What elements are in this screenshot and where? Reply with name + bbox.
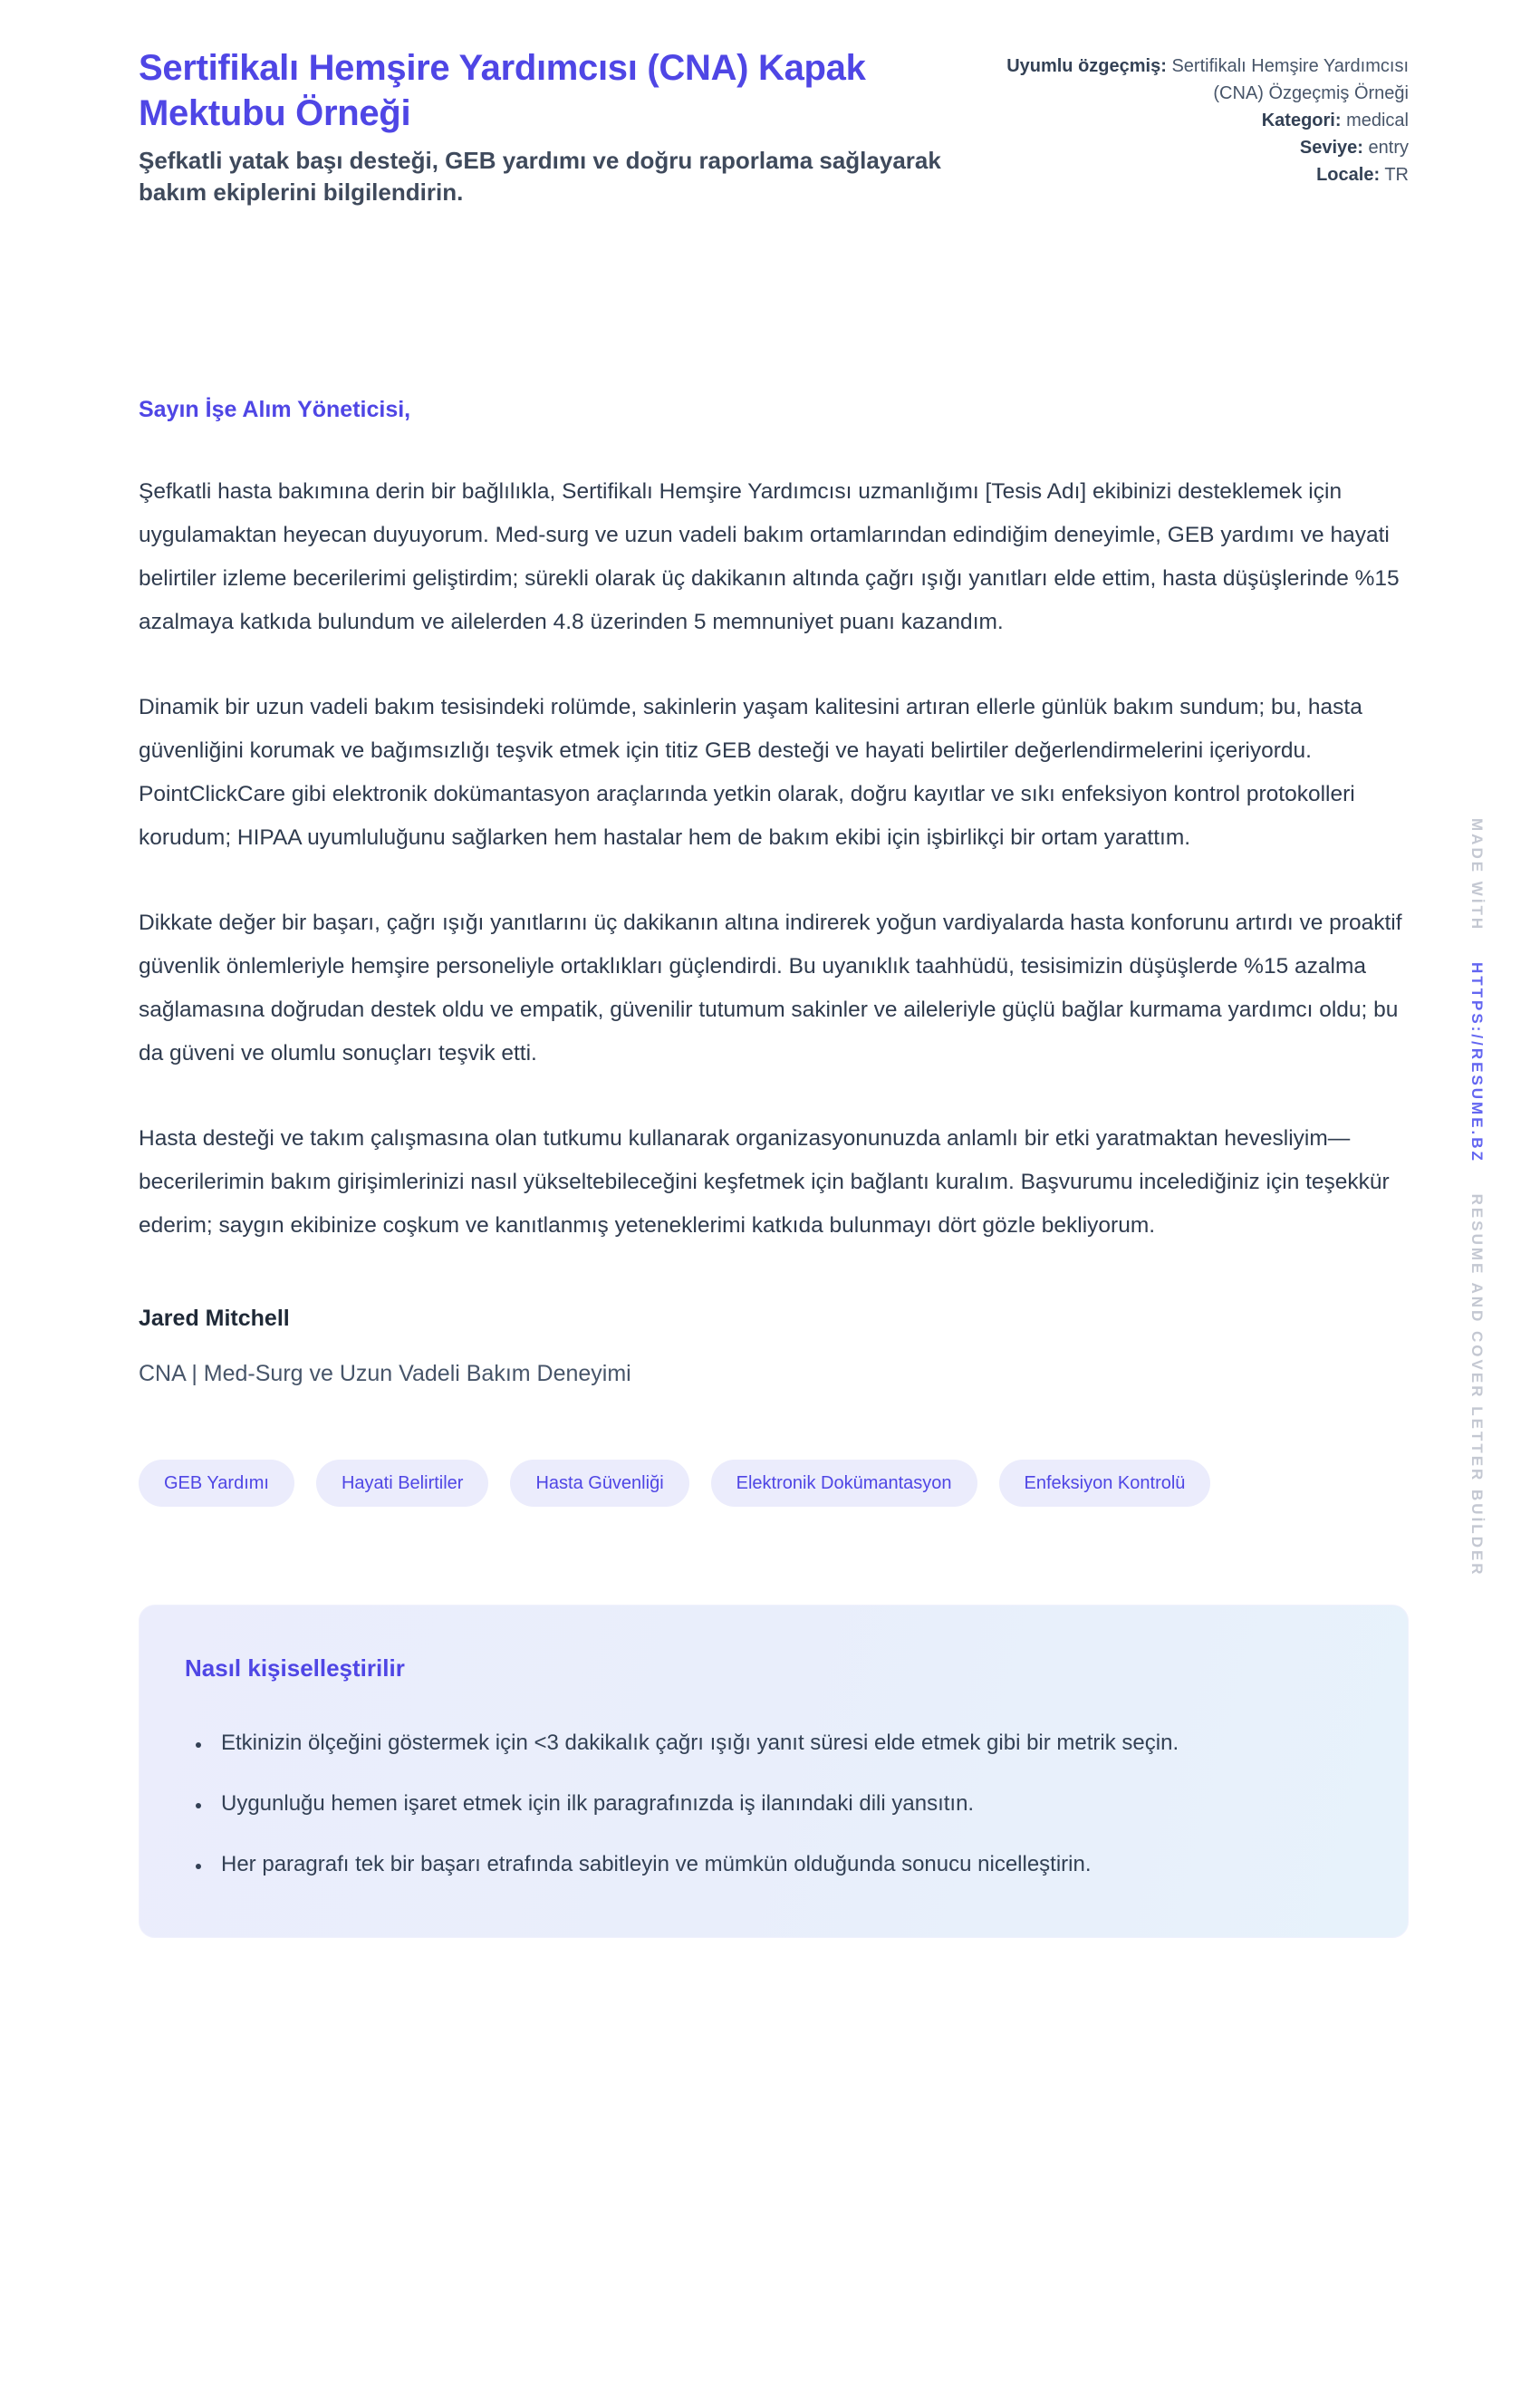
page-content: [139, 0, 1409, 1938]
personalize-card: [139, 1605, 1409, 1938]
tip-item: • Her paragrafı tek bir başarı etrafında sabitleyin ve mümkün olduğunda sonucu nicelleştirin.: [212, 1844, 1362, 1885]
tag-elektronik-dokumantasyon[interactable]: Elektronik Dokümantasyon: [711, 1460, 977, 1507]
meta-row-matching-resume: [992, 53, 1409, 107]
made-with-watermark: [1468, 818, 1486, 1577]
personalize-card-title: Nasıl kişiselleştirilir: [185, 1654, 405, 1682]
skill-tags: [139, 1460, 1409, 1507]
meta-value: TR: [1384, 165, 1409, 185]
personalize-tips-list: [185, 1722, 1362, 1885]
meta-row-locale: [992, 161, 1409, 188]
meta-label: Seviye:: [1299, 138, 1363, 158]
tag-enfeksiyon-kontrolu[interactable]: Enfeksiyon Kontrolü: [999, 1460, 1211, 1507]
meta-label: Locale:: [1316, 165, 1381, 185]
matching-resume-link[interactable]: Sertifikalı Hemşire Yardımcısı (CNA) Özgeçmiş Örneği: [1171, 56, 1409, 103]
letter-paragraph: Dinamik bir uzun vadeli bakım tesisindeki rolümde, sakinlerin yaşam kalitesini artıran ellerle günlük bakım sundum; bu, hasta güvenliğini korumak ve bağımsızlığı teşvik etmek için titiz GEB desteği ve hayati belirtiler değerlendirmelerini içeriyordu. PointClickCare gibi elektronik dokümantasyon araçlarında yetkin olarak, doğru kayıtlar ve sıkı enfeksiyon kontrol protokolleri korudum; HIPAA uyumluluğunu sağlarken hem hastalar hem de bakım ekibi için işbirlikçi bir ortam yarattım.: [139, 695, 1362, 850]
meta-value: entry: [1368, 138, 1409, 158]
letter-paragraph: Hasta desteği ve takım çalışmasına olan tutkumu kullanarak organizasyonunuzda anlamlı bir etki yaratmaktan hevesliyim—becerilerimin bakım girişimlerinizi nasıl yükseltebileceğini keşfetmek için bağlantı kuralım. Başvurumu incelediğiniz için teşekkür ederim; saygın ekibinize coşkum ve kanıtlanmış yeteneklerimi katkıda bulunmayı dört gözle bekliyorum.: [139, 1126, 1390, 1238]
tip-item: • Etkinizin ölçeğini göstermek için <3 dakikalık çağrı ışığı yanıt süresi elde etmek gibi bir metrik seçin.: [212, 1722, 1362, 1763]
cover-letter: [139, 397, 1409, 1387]
meta-row-level: [992, 134, 1409, 161]
tip-item: • Uygunluğu hemen işaret etmek için ilk paragrafınızda iş ilanındaki dili yansıtın.: [212, 1783, 1362, 1824]
page-title: Sertifikalı Hemşire Yardımcısı (CNA) Kapak Mektubu Örneği: [139, 48, 866, 133]
meta-label: Kategori:: [1261, 111, 1342, 130]
letter-greeting: Sayın İşe Alım Yöneticisi,: [139, 397, 411, 422]
meta-label: Uyumlu özgeçmiş:: [1006, 56, 1167, 76]
tag-geb-yardimi[interactable]: GEB Yardımı: [139, 1460, 294, 1507]
meta-value: medical: [1346, 111, 1409, 130]
page-subtitle: Şefkatli yatak başı desteği, GEB yardımı ve doğru raporlama sağlayarak bakım ekiplerini bilgilendirin.: [139, 147, 941, 206]
header: [139, 0, 1409, 208]
meta-panel: [992, 53, 1409, 188]
watermark-prefix: MADE WİTH: [1468, 818, 1486, 932]
header-titles: [139, 45, 981, 208]
signature-title: CNA | Med-Surg ve Uzun Vadeli Bakım Deneyimi: [139, 1361, 631, 1386]
letter-paragraph: Dikkate değer bir başarı, çağrı ışığı yanıtlarını üç dakikanın altına indirerek yoğun vardiyalarda hasta konforunu artırdı ve proaktif güvenlik önlemleriyle hemşire personeliyle ortaklıkları güçlendirdi. Bu uyanıklık taahhüdü, tesisimizin düşüşlerde %15 azalma sağlamasına doğrudan destek oldu ve empatik, güvenilir tutumum sakinler ve aileleriyle güçlü bağlar kurmama yardımcı oldu; bu da güveni ve olumlu sonuçları teşvik etti.: [139, 911, 1402, 1066]
watermark-suffix: RESUME AND COVER LETTER BUİLDER: [1468, 1193, 1486, 1577]
watermark-url: HTTPS://RESUME.BZ: [1468, 961, 1486, 1163]
tag-hayati-belirtiler[interactable]: Hayati Belirtiler: [316, 1460, 488, 1507]
meta-row-category: [992, 107, 1409, 134]
signature-name: Jared Mitchell: [139, 1306, 290, 1331]
tag-hasta-guvenligi[interactable]: Hasta Güvenliği: [510, 1460, 688, 1507]
letter-paragraph: Şefkatli hasta bakımına derin bir bağlılıkla, Sertifikalı Hemşire Yardımcısı uzmanlığımı [Tesis Adı] ekibinizi desteklemek için uygulamaktan heyecan duyuyorum. Med-surg ve uzun vadeli bakım ortamlarından edindiğim deneyimle, GEB yardımı ve hayati belirtiler izleme becerilerimi geliştirdim; sürekli olarak üç dakikanın altında çağrı ışığı yanıtları elde ettim, hasta düşüşlerinde %15 azalmaya katkıda bulundum ve ailelerden 4.8 üzerinden 5 memnuniyet puanı kazandım.: [139, 479, 1400, 634]
